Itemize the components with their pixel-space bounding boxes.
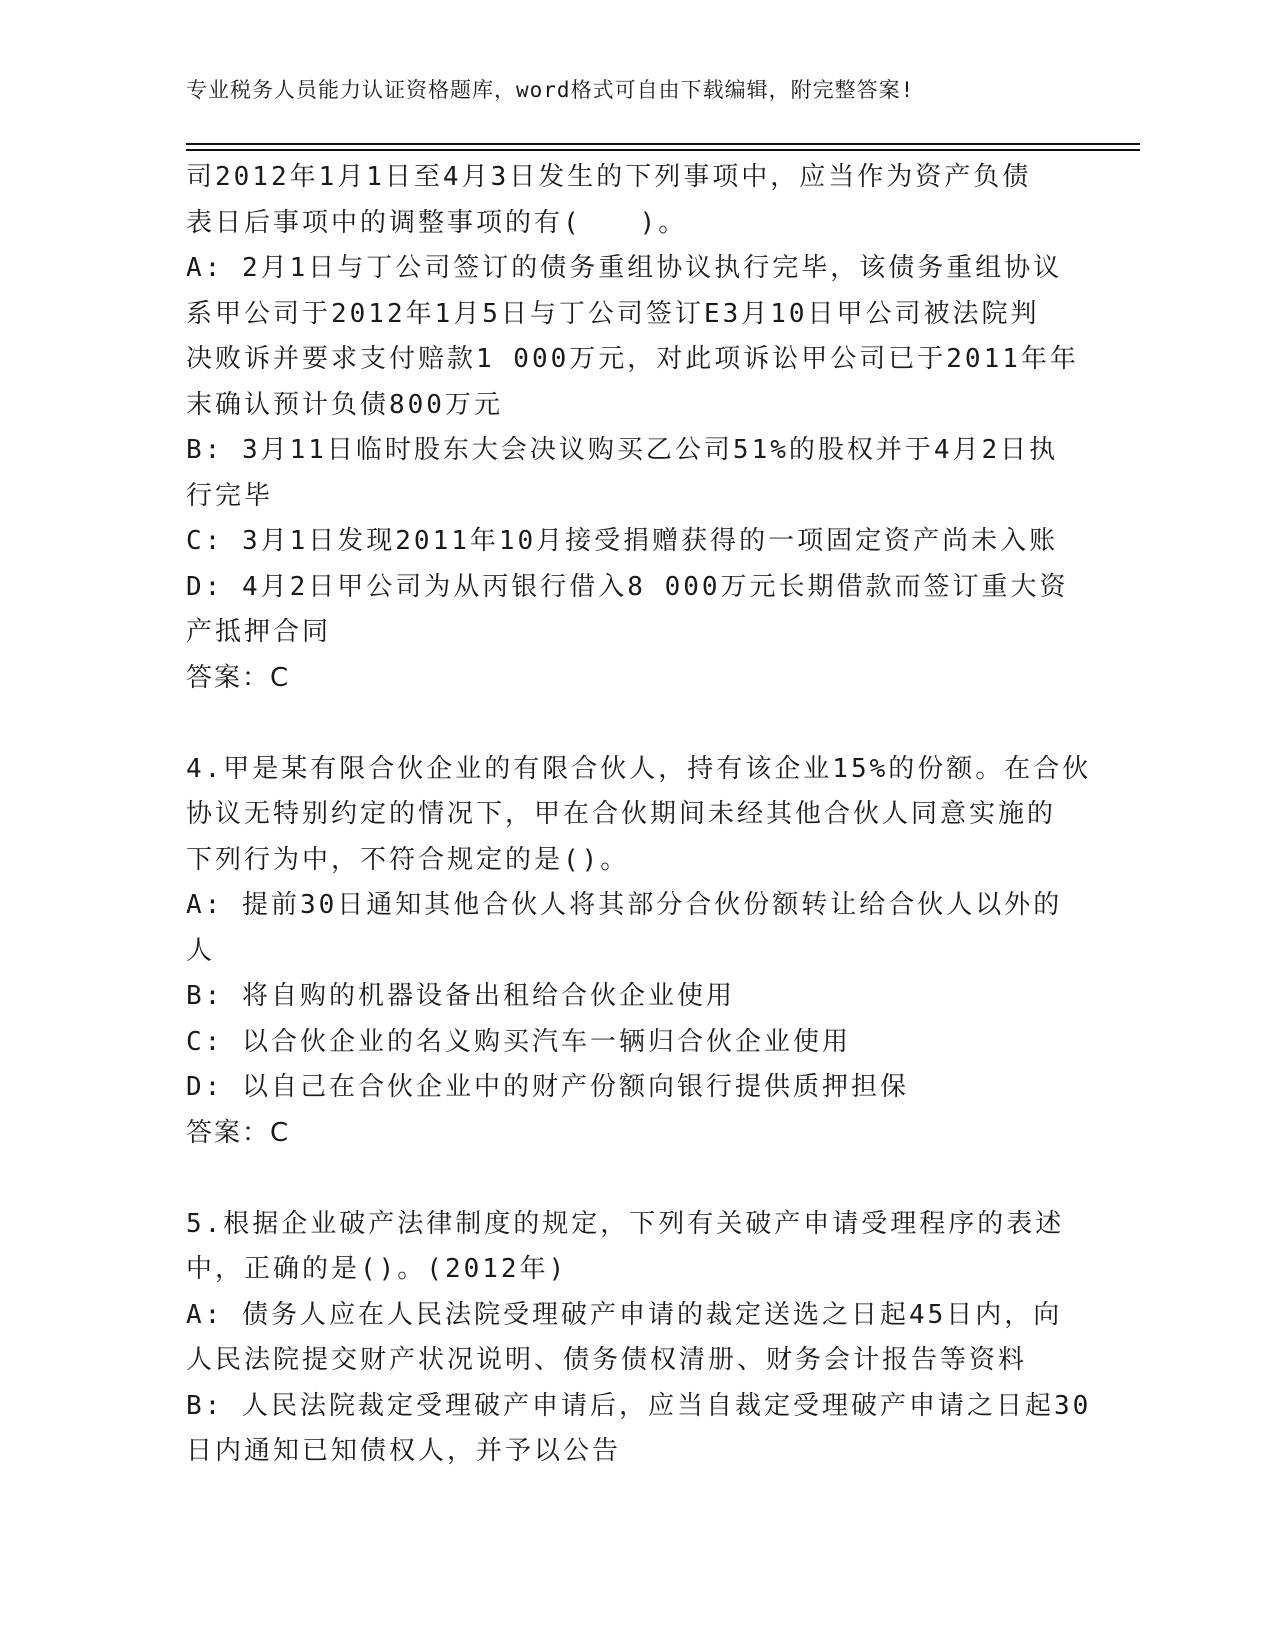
answer-label: 答案：C (186, 662, 291, 693)
option-b-line: B: 3月11日临时股东大会决议购买乙公司51%的股权并于4月2日执 (186, 435, 1059, 465)
question-3 (186, 155, 1086, 701)
option-a-line: A: 债务人应在人民法院受理破产申请的裁定送选之日起45日内，向 (186, 1299, 1063, 1330)
spacer (186, 701, 1086, 747)
header-divider-top (186, 143, 1140, 145)
header-divider-bottom (186, 149, 1140, 151)
question-stem-line: 中，正确的是()。(2012年) (186, 1254, 568, 1284)
option-b-line: B: 人民法院裁定受理破产申请后，应当自裁定受理破产申请之日起30 (186, 1390, 1092, 1421)
question-stem-line: 表日后事项中的调整事项的有( )。 (186, 207, 688, 238)
option-d-line: D: 4月2日甲公司为从丙银行借入8 000万元长期借款而签订重大资 (186, 571, 1069, 602)
option-a-line: 末确认预计负债800万元 (186, 389, 503, 420)
question-5 (186, 1202, 1092, 1475)
option-a-line: A: 2月1日与丁公司签订的债务重组协议执行完毕，该债务重组协议 (186, 253, 1063, 283)
question-stem-line: 4.甲是某有限合伙企业的有限合伙人，持有该企业15%的份额。在合伙 (186, 753, 1092, 784)
option-a-line: 决败诉并要求支付赔款1 000万元，对此项诉讼甲公司已于2011年年 (186, 344, 1079, 374)
spacer (186, 1156, 1086, 1202)
option-b-line: 日内通知已知债权人，并予以公告 (186, 1436, 622, 1466)
option-d-line: 产抵押合同 (186, 617, 332, 647)
question-stem-line: 下列行为中，不符合规定的是()。 (186, 844, 630, 875)
option-a-line: 人 (186, 935, 216, 966)
option-d-line: D: 以自己在合伙企业中的财产份额向银行提供质押担保 (186, 1072, 909, 1102)
option-c-line: C: 以合伙企业的名义购买汽车一辆归合伙企业使用 (186, 1026, 851, 1057)
question-stem-line: 5.根据企业破产法律制度的规定，下列有关破产申请受理程序的表述 (186, 1208, 1065, 1239)
option-b-line: 行完毕 (186, 480, 274, 511)
option-a-line: 系甲公司于2012年1月5日与丁公司签订E3月10日甲公司被法院判 (186, 298, 1040, 329)
document-body (186, 155, 1092, 1475)
option-a-line: 人民法院提交财产状况说明、债务债权清册、财务会计报告等资料 (186, 1345, 1028, 1375)
option-b-line: B: 将自购的机器设备出租给合伙企业使用 (186, 981, 735, 1011)
page-header: 专业税务人员能力认证资格题库，word格式可自由下载编辑，附完整答案! (186, 78, 915, 102)
option-a-line: A: 提前30日通知其他合伙人将其部分合伙份额转让给合伙人以外的 (186, 890, 1063, 920)
answer-label: 答案：C (186, 1117, 291, 1148)
question-stem-line: 司2012年1月1日至4月3日发生的下列事项中，应当作为资产负债 (186, 162, 1032, 192)
question-4 (186, 747, 1092, 1157)
question-stem-line: 协议无特别约定的情况下，甲在合伙期间未经其他合伙人同意实施的 (186, 799, 1057, 829)
option-c-line: C: 3月1日发现2011年10月接受捐赠获得的一项固定资产尚未入账 (186, 526, 1059, 556)
